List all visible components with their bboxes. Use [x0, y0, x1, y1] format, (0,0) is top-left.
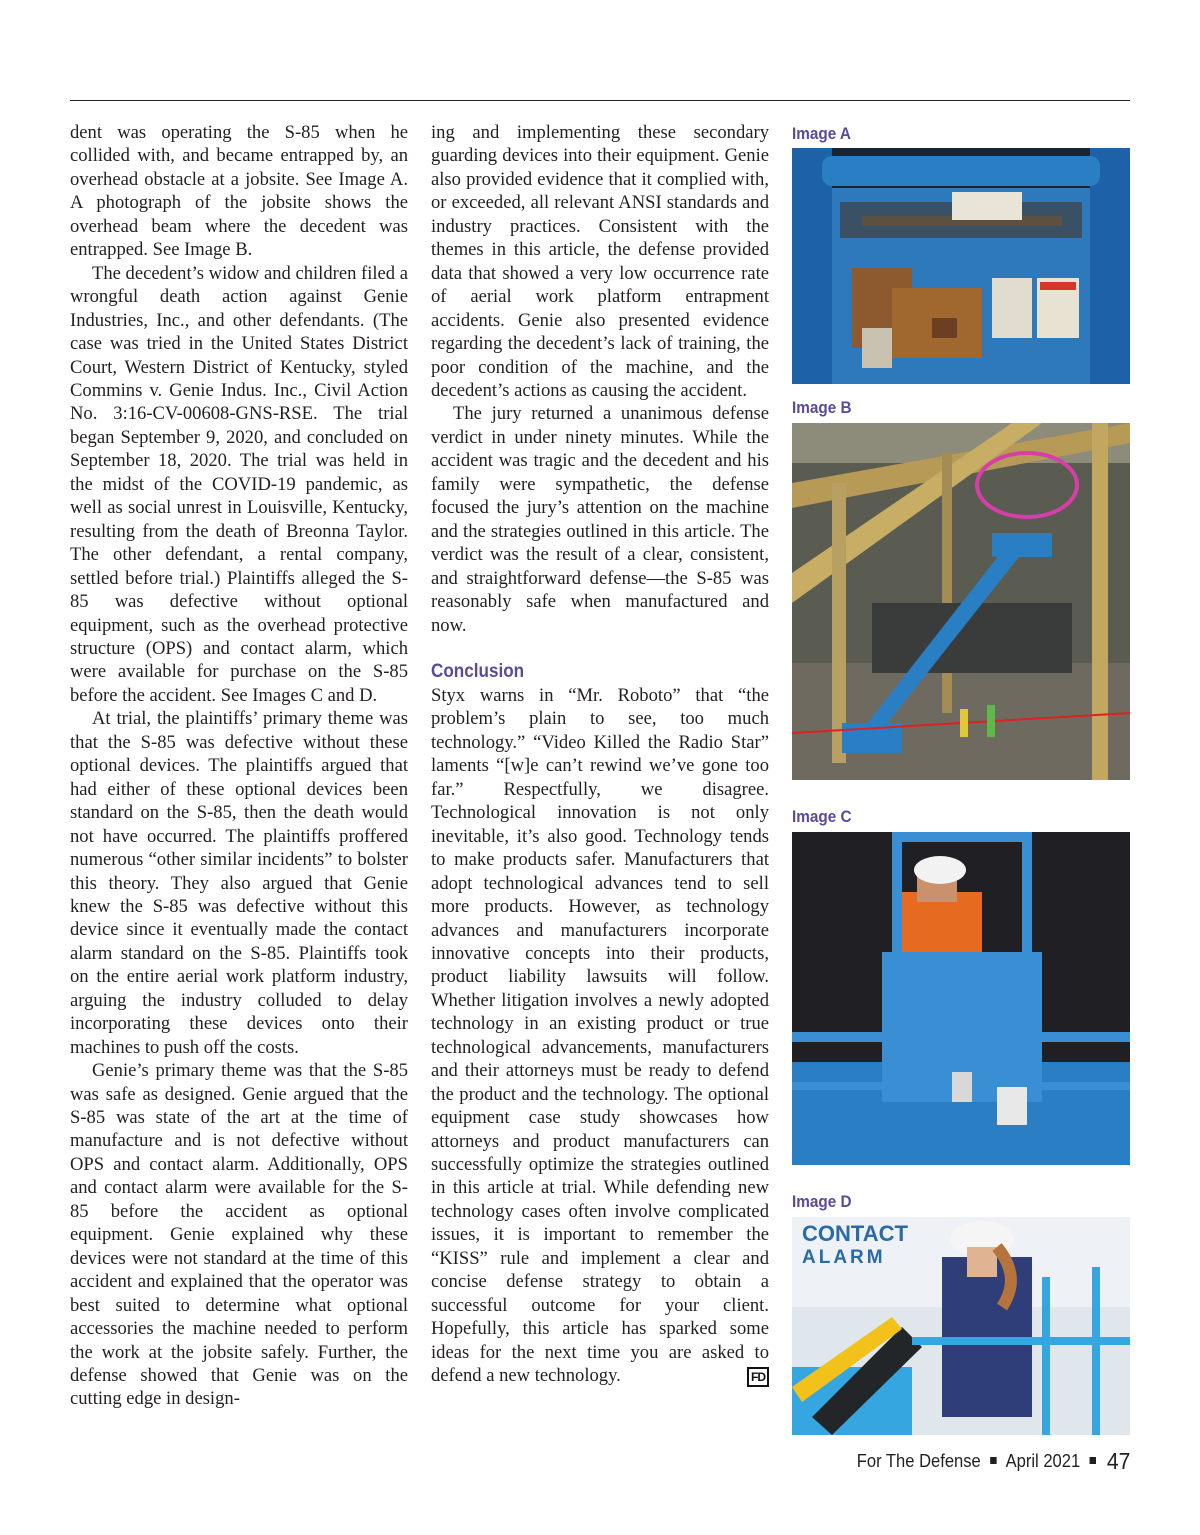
text-column-left: [70, 121, 408, 1411]
contact-alarm-photo: [792, 1217, 1130, 1435]
ops-platform-photo: [792, 832, 1130, 1165]
paragraph: The decedent’s widow and children filed a wrongful death action against Genie Industries, Inc., and other defendants. (The case was tried in the United States District Court, Western District of Kentucky, styled Commins v. Genie Indus. Inc., Civil Action No. 3:16-CV-00608-GNS-RSE. The trial began September 9, 2020, and concluded on September 18, 2020. The trial was held in the midst of the COVID-19 pandemic, as well as social unrest in Louisville, Kentucky, resulting from the death of Breonna Taylor. The other defendant, a rental company, settled before trial.) Plaintiffs alleged the S-85 was defective without optional equipment, such as the overhead protective structure (OPS) and contact alarm, which were available for purchase on the S-85 before the accident. See Images C and D.: [70, 262, 408, 706]
page-number: 47: [1106, 1448, 1130, 1474]
text-column-middle: [431, 121, 769, 1388]
image-a-photo: [792, 148, 1130, 384]
image-d-photo: [792, 1217, 1130, 1435]
image-b-photo: [792, 423, 1130, 780]
image-c-label: Image C: [792, 807, 852, 826]
issue-date: April 2021: [1005, 1451, 1080, 1471]
image-d-label: Image D: [792, 1192, 852, 1211]
jobsite-beam-photo: [792, 423, 1130, 780]
image-c-photo: [792, 832, 1130, 1165]
contact-alarm-overlay-line2: ALARM: [802, 1247, 886, 1268]
image-a-label: Image A: [792, 124, 851, 143]
section-heading-conclusion: Conclusion: [431, 660, 525, 682]
footer-bullet-icon: [1089, 1457, 1095, 1464]
page-footer: [856, 1448, 1130, 1475]
fd-end-mark-icon: FD: [747, 1367, 769, 1387]
contact-alarm-overlay-line1: CONTACT: [802, 1221, 908, 1246]
paragraph: ing and implementing these secondary guarding devices into their equipment. Genie also provided evidence that it complied with, or exceeded, all relevant ANSI standards and industry practices. Consistent with the themes in this article, the defense provided data that showed a very low occurrence rate of aerial work platform entrapment accidents. Genie also presented evidence regarding the decedent’s lack of training, the poor condition of the machine, and the decedent’s actions as causing the accident.: [431, 122, 769, 401]
footer-bullet-icon: [990, 1457, 996, 1464]
paragraph-conclusion: [431, 684, 769, 1388]
lift-control-box-photo: [792, 148, 1130, 384]
paragraph: dent was operating the S-85 when he collided with, and became entrapped by, an overhead obstacle at a jobsite. See Image A. A photograph of the jobsite shows the overhead beam where the decedent was entrapped. See Image B.: [70, 122, 408, 261]
paragraph: The jury returned a unanimous defense verdict in under ninety minutes. While the accident was tragic and the decedent and his family were sympathetic, the defense focused the jury’s attention on the machine and the strategies outlined in this article. The verdict was the result of a clear, consistent, and straightforward defense—the S-85 was reasonably safe when manufactured and now.: [431, 403, 769, 636]
paragraph: Genie’s primary theme was that the S-85 was safe as designed. Genie argued that the S-85 was state of the art at the time of manufacture and is not defective without OPS and contact alarm. Additionally, OPS and contact alarm were available for the S-85 before the accident as optional equipment. Genie explained why these devices were not standard at the time of this accident and explained that the operator was best suited to determine what optional accessories the machine needed to perform the work at the jobsite safely. Further, the defense showed that Genie was on the cutting edge in design-: [70, 1060, 408, 1410]
image-b-label: Image B: [792, 398, 852, 417]
publication-name: For The Defense: [856, 1451, 981, 1471]
paragraph: At trial, the plaintiffs’ primary theme was that the S-85 was defective without these optional devices. The plaintiffs argued that had either of these optional devices been standard on the S-85, then the death would not have occurred. The plaintiffs proffered numerous “other similar incidents” to bolster this theory. They also argued that Genie knew the S-85 was defective without this device since it eventually made the contact alarm standard on the S-85. Plaintiffs took on the entire aerial work platform industry, arguing the industry colluded to delay incorporating these devices onto their machines to push off the costs.: [70, 708, 408, 1058]
top-rule: [70, 100, 1130, 101]
conclusion-text: Styx warns in “Mr. Roboto” that “the problem’s plain to see, too much technology.” “Video Killed the Radio Star” laments “[w]e can’t rewind we’ve gone too far.” Respectfully, we disagree. Technological innovation is not only inevitable, it’s also good. Technology tends to make products safer. Manufacturers that adopt technological advances tend to sell more products. However, as technology advances and manufacturers incorporate innovative concepts into their products, product liability lawsuits will follow. Whether litigation involves a newly adopted technology in an existing product or true technological advancements, manufacturers and their attorneys must be ready to defend the product and the technology. The optional equipment case study showcases how attorneys and product manufacturers can successfully optimize the strategies outlined in this article at trial. While defending new technology cases often involve complicated issues, it is important to remember the “KISS” rule and implement a clear and concise defense strategy to obtain a successful outcome for your client. Hopefully, this article has sparked some ideas for the next time you are asked to defend a new technology.: [431, 684, 769, 1387]
